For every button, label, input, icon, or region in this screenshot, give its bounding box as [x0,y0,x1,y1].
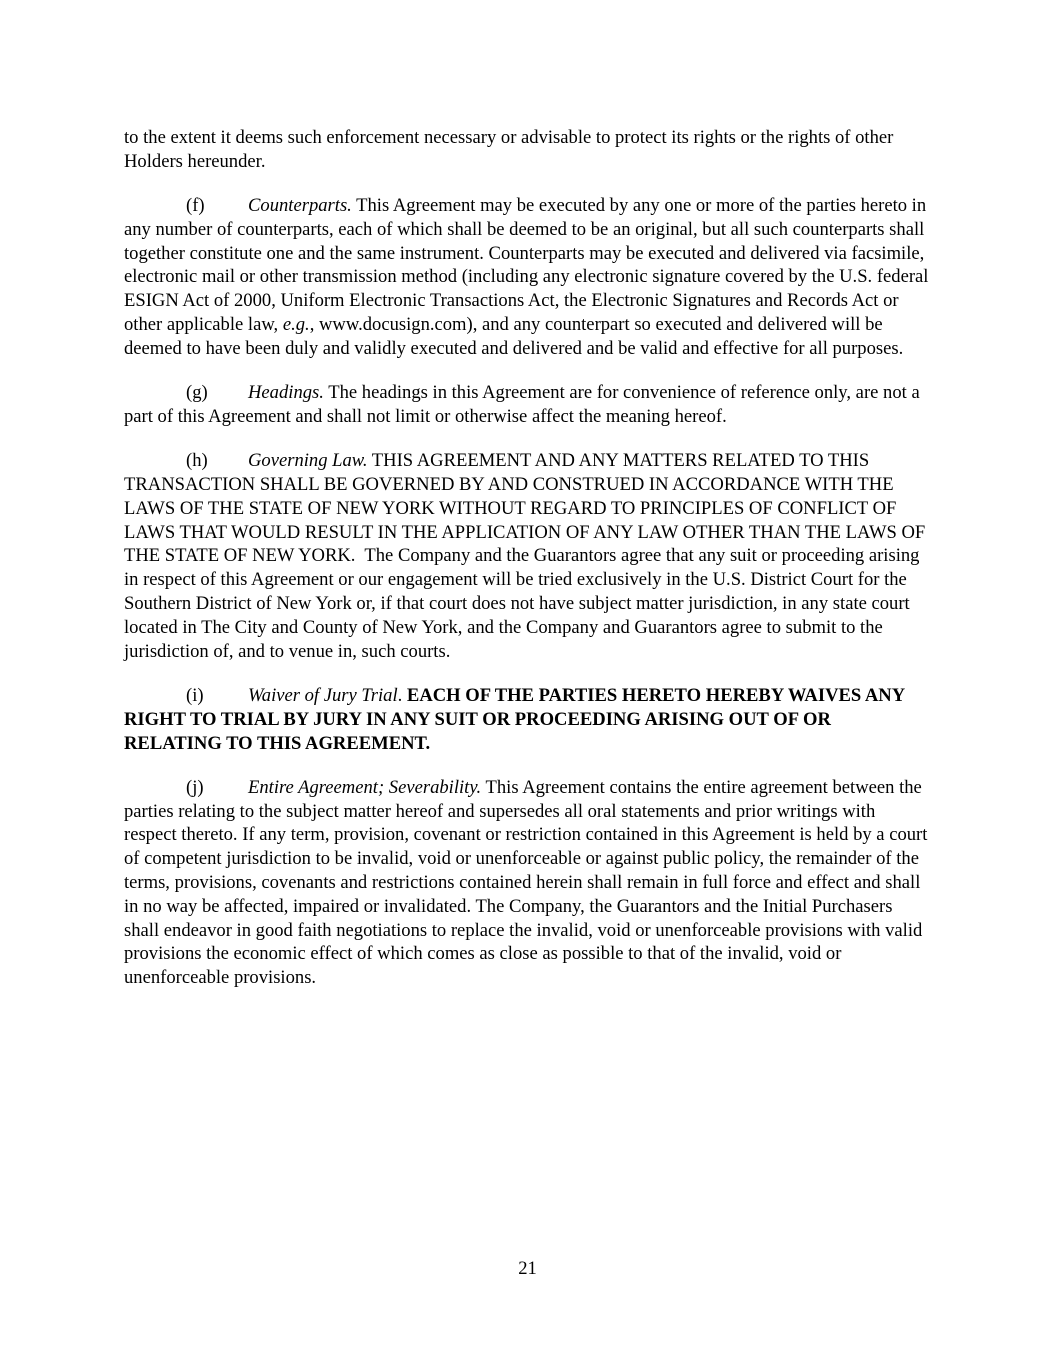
section-heading-governing-law: Governing Law. [248,450,368,472]
document-page [124,126,930,1011]
section-heading-jury-waiver: Waiver of Jury Trial [248,684,398,706]
section-label-g: (g) [186,382,208,404]
section-text-counterparts-part2: , www.docusign.com), and any counterpart so executed and delivered will be deemed to have been duly and validly executed and delivered and be valid and effective for all purposes. [124,314,904,359]
section-label-j: (j) [186,776,204,798]
paragraph-g-headings [124,381,930,429]
paragraph-continuation [124,126,930,174]
paragraph-h-governing-law [124,449,930,663]
section-heading-headings: Headings. [248,382,324,404]
section-text-jury-waiver: EACH OF THE PARTIES HERETO HEREBY WAIVES ANY RIGHT TO TRIAL BY JURY IN ANY SUIT OR PROCEEDING ARISING OUT OF OR RELATING TO THIS AGREEMENT. [124,684,905,754]
section-text-counterparts-part1: This Agreement may be executed by any one or more of the parties hereto in any number of counterparts, each of which shall be deemed to be an original, but all such counterparts shall together constitute one and the same instrument. Counterparts may be executed and delivered via facsimile, electronic mail or other transmission method (including any electronic signature covered by the U.S. federal ESIGN Act of 2000, Uniform Electronic Transactions Act, the Electronic Signatures and Records Act or other applicable law, [124,195,929,336]
section-text-governing-law: THIS AGREEMENT AND ANY MATTERS RELATED TO THIS TRANSACTION SHALL BE GOVERNED BY AND CONSTRUED IN ACCORDANCE WITH THE LAWS OF THE STATE OF NEW YORK WITHOUT REGARD TO PRINCIPLES OF CONFLICT OF LAWS THAT WOULD RESULT IN THE APPLICATION OF ANY LAW OTHER THAN THE LAWS OF THE STATE OF NEW YORK. The Company and the Guarantors agree that any suit or proceeding arising in respect of this Agreement or our engagement will be tried exclusively in the U.S. District Court for the Southern District of New York or, if that court does not have subject matter jurisdiction, in any state court located in The City and County of New York, and the Company and Guarantors agree to submit to the jurisdiction of, and to venue in, such courts. [124,450,930,662]
section-label-i: (i) [186,684,204,706]
section-text-entire-agreement: This Agreement contains the entire agreement between the parties relating to the subject matter hereof and supersedes all oral statements and prior writings with respect thereto. If any term, provision, covenant or restriction contained in this Agreement is held by a court of competent jurisdiction to be invalid, void or unenforceable or against public policy, the remainder of the terms, provisions, covenants and restrictions contained herein shall remain in full force and effect and shall in no way be affected, impaired or invalidated. The Company, the Guarantors and the Initial Purchasers shall endeavor in good faith negotiations to replace the invalid, void or unenforceable provisions with valid provisions the economic effect of which comes as close as possible to that of the invalid, void or unenforceable provisions. [124,776,928,989]
section-text-headings: The headings in this Agreement are for convenience of reference only, are not a part of this Agreement and shall not limit or otherwise affect the meaning hereof. [124,382,920,427]
section-heading-entire-agreement: Entire Agreement; Severability. [248,776,482,798]
section-label-f: (f) [186,195,205,217]
section-label-h: (h) [186,450,208,472]
section-text-counterparts-eg: e.g. [282,314,310,336]
paragraph-j-entire-agreement [124,776,930,990]
page-number: 21 [518,1258,537,1279]
paragraph-i-jury-waiver [124,684,930,755]
section-heading-jury-waiver-period: . [397,684,403,706]
paragraph-f-counterparts [124,194,930,361]
section-heading-counterparts: Counterparts. [248,195,352,217]
continuation-text: to the extent it deems such enforcement necessary or advisable to protect its rights or the rights of other Holders hereunder. [124,127,894,172]
